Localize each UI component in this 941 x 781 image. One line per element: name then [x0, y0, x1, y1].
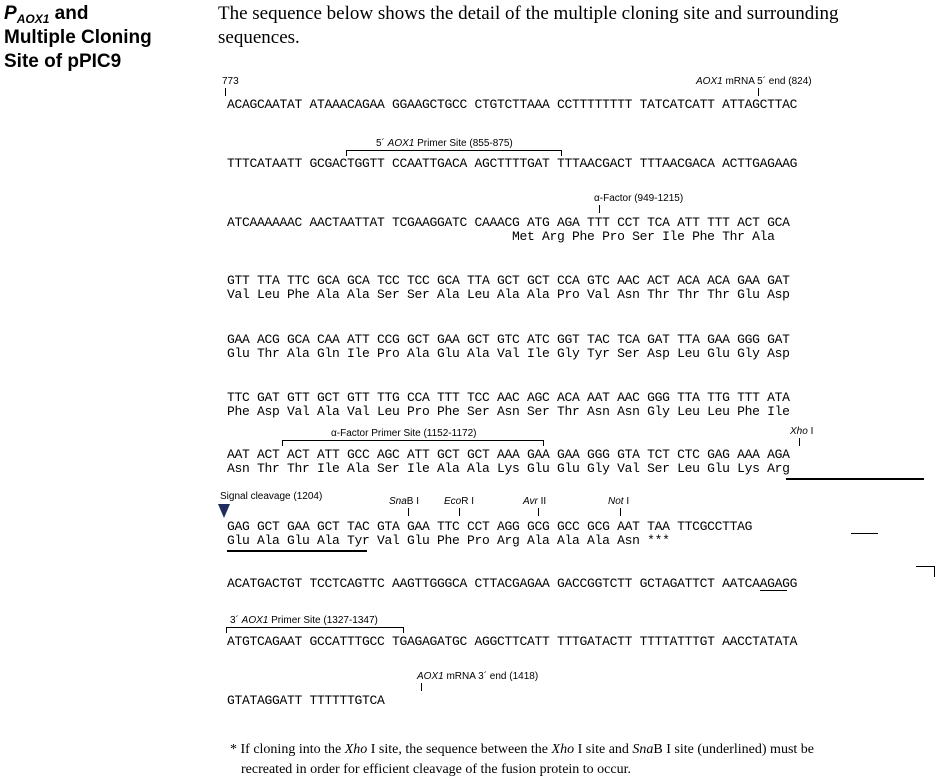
- snab-i-tick: [408, 508, 409, 516]
- aox1-subscript: AOX1: [16, 12, 50, 26]
- translation-line-3: Met Arg Phe Pro Ser Ile Phe Thr Ala: [227, 229, 775, 244]
- aox1-mrna-3-end-label: AOX1 mRNA 3´ end (1418): [417, 671, 539, 682]
- ecor-i-label: EcoR I: [444, 496, 475, 507]
- sequence-line-7: AAT ACT ACT ATT GCC AGC ATT GCT GCT AAA GAA GAA GGG GTA TCT CTC GAG AAA AGA: [227, 447, 790, 462]
- xho-i-label: Xho I: [790, 426, 814, 437]
- avr-ii-tick: [538, 508, 539, 516]
- alpha-factor-primer-label: α-Factor Primer Site (1152-1172): [331, 428, 477, 439]
- signal-cleavage-label: Signal cleavage (1204): [220, 491, 323, 502]
- signal-region-underline: [227, 550, 367, 552]
- sequence-line-2: TTTCATAATT GCGACTGGTT CCAATTGACA AGCTTTTGAT TTTAACGACT TTTAACGACA ACTTGAGAAG: [227, 156, 798, 171]
- footnote: [230, 740, 920, 780]
- not-i-tick: [620, 508, 621, 516]
- stop-codon-underline: [851, 533, 878, 534]
- aox1-mrna-5-end-tick: [758, 88, 759, 96]
- sequence-line-3: ATCAAAAAAC AACTAATTAT TCGAAGGATC CAAACG ATG AGA TTT CCT TCA ATT TTT ACT GCA: [227, 215, 790, 230]
- position-773-label: 773: [222, 76, 239, 87]
- heading-line-3: Site of pPIC9: [4, 51, 122, 72]
- translation-line-7: Asn Thr Thr Ile Ala Ser Ile Ala Ala Lys Glu Glu Gly Val Ser Leu Glu Lys Arg: [227, 461, 790, 476]
- xho-i-tick: [799, 438, 800, 446]
- tag-underline: [760, 590, 787, 591]
- ecor-i-tick: [459, 508, 460, 516]
- alpha-factor-primer-bracket: [282, 440, 544, 446]
- alpha-factor-tick: [599, 205, 600, 213]
- aox1-3-primer-bracket: [226, 627, 404, 633]
- translation-line-4: Val Leu Phe Ala Ala Ser Ser Ala Leu Ala Ala Pro Val Asn Thr Thr Thr Glu Asp: [227, 287, 790, 302]
- sequence-line-11: GTATAGGATT TTTTTTGTCA: [227, 693, 385, 708]
- translation-line-8: Glu Ala Glu Ala Tyr Val Glu Phe Pro Arg Ala Ala Ala Asn ***: [227, 533, 670, 548]
- sequence-line-6: TTC GAT GTT GCT GTT TTG CCA TTT TCC AAC AGC ACA AAT AAC GGG TTA TTG TTT ATA: [227, 390, 790, 405]
- sequence-line-9: ACATGACTGT TCCTCAGTTC AAGTTGGGCA CTTACGAGAA GACCGGTCTT GCTAGATTCT AATCAAGAGG: [227, 576, 798, 591]
- aox1-5-primer-label: 5´ AOX1 Primer Site (855-875): [376, 138, 513, 149]
- aox1-mrna-5-end-label: AOX1 mRNA 5´ end (824): [696, 76, 812, 87]
- sequence-line-1: ACAGCAATAT ATAAACAGAA GGAAGCTGCC CTGTCTTAAA CCTTTTTTTT TATCATCATT ATTAGCTTAC: [227, 97, 798, 112]
- primer-corner-bracket: [916, 566, 935, 577]
- not-i-label: Not I: [608, 496, 630, 507]
- sequence-line-8: GAG GCT GAA GCT TAC GTA GAA TTC CCT AGG GCG GCC GCG AAT TAA TTCGCCTTAG: [227, 519, 753, 534]
- position-773-tick: [225, 88, 226, 96]
- aox1-mrna-3-end-tick: [421, 683, 422, 691]
- sequence-line-5: GAA ACG GCA CAA ATT CCG GCT GAA GCT GTC ATC GGT TAC TCA GAT TTA GAA GGG GAT: [227, 332, 790, 347]
- footnote-line-2: recreated in order for efficient cleavage of the fusion protein to occur.: [241, 762, 632, 777]
- sequence-line-10: ATGTCAGAAT GCCATTTGCC TGAGAGATGC AGGCTTCATT TTTGATACTT TTTTATTTGT AACCTATATA: [227, 634, 798, 649]
- sequence-line-4: GTT TTA TTC GCA GCA TCC TCC GCA TTA GCT GCT CCA GTC AAC ACT ACA ACA GAA GAT: [227, 273, 790, 288]
- xho-region-underline: [786, 478, 924, 480]
- snab-i-label: SnaB I: [389, 496, 420, 507]
- footnote-line-1: * If cloning into the Xho I site, the sequence between the Xho I site and SnaB I site (underlined) must be: [230, 742, 814, 757]
- translation-line-5: Glu Thr Ala Gln Ile Pro Ala Glu Ala Val Ile Gly Tyr Ser Asp Leu Glu Gly Asp: [227, 346, 790, 361]
- aox1-3-primer-label: 3´ AOX1 Primer Site (1327-1347): [230, 615, 378, 626]
- heading-line-1: $P_{AOX1}$ and: [4, 3, 89, 26]
- heading-line-2: Multiple Cloning: [4, 27, 152, 48]
- signal-cleavage-arrow-icon: [218, 504, 230, 518]
- avr-ii-label: Avr II: [523, 496, 547, 507]
- alpha-factor-label: α-Factor (949-1215): [594, 193, 684, 204]
- section-heading: [4, 2, 204, 74]
- translation-line-6: Phe Asp Val Ala Val Leu Pro Phe Ser Asn Ser Thr Asn Asn Gly Leu Leu Phe Ile: [227, 404, 790, 419]
- intro-paragraph: The sequence below shows the detail of the multiple cloning site and surrounding sequences.: [218, 3, 839, 48]
